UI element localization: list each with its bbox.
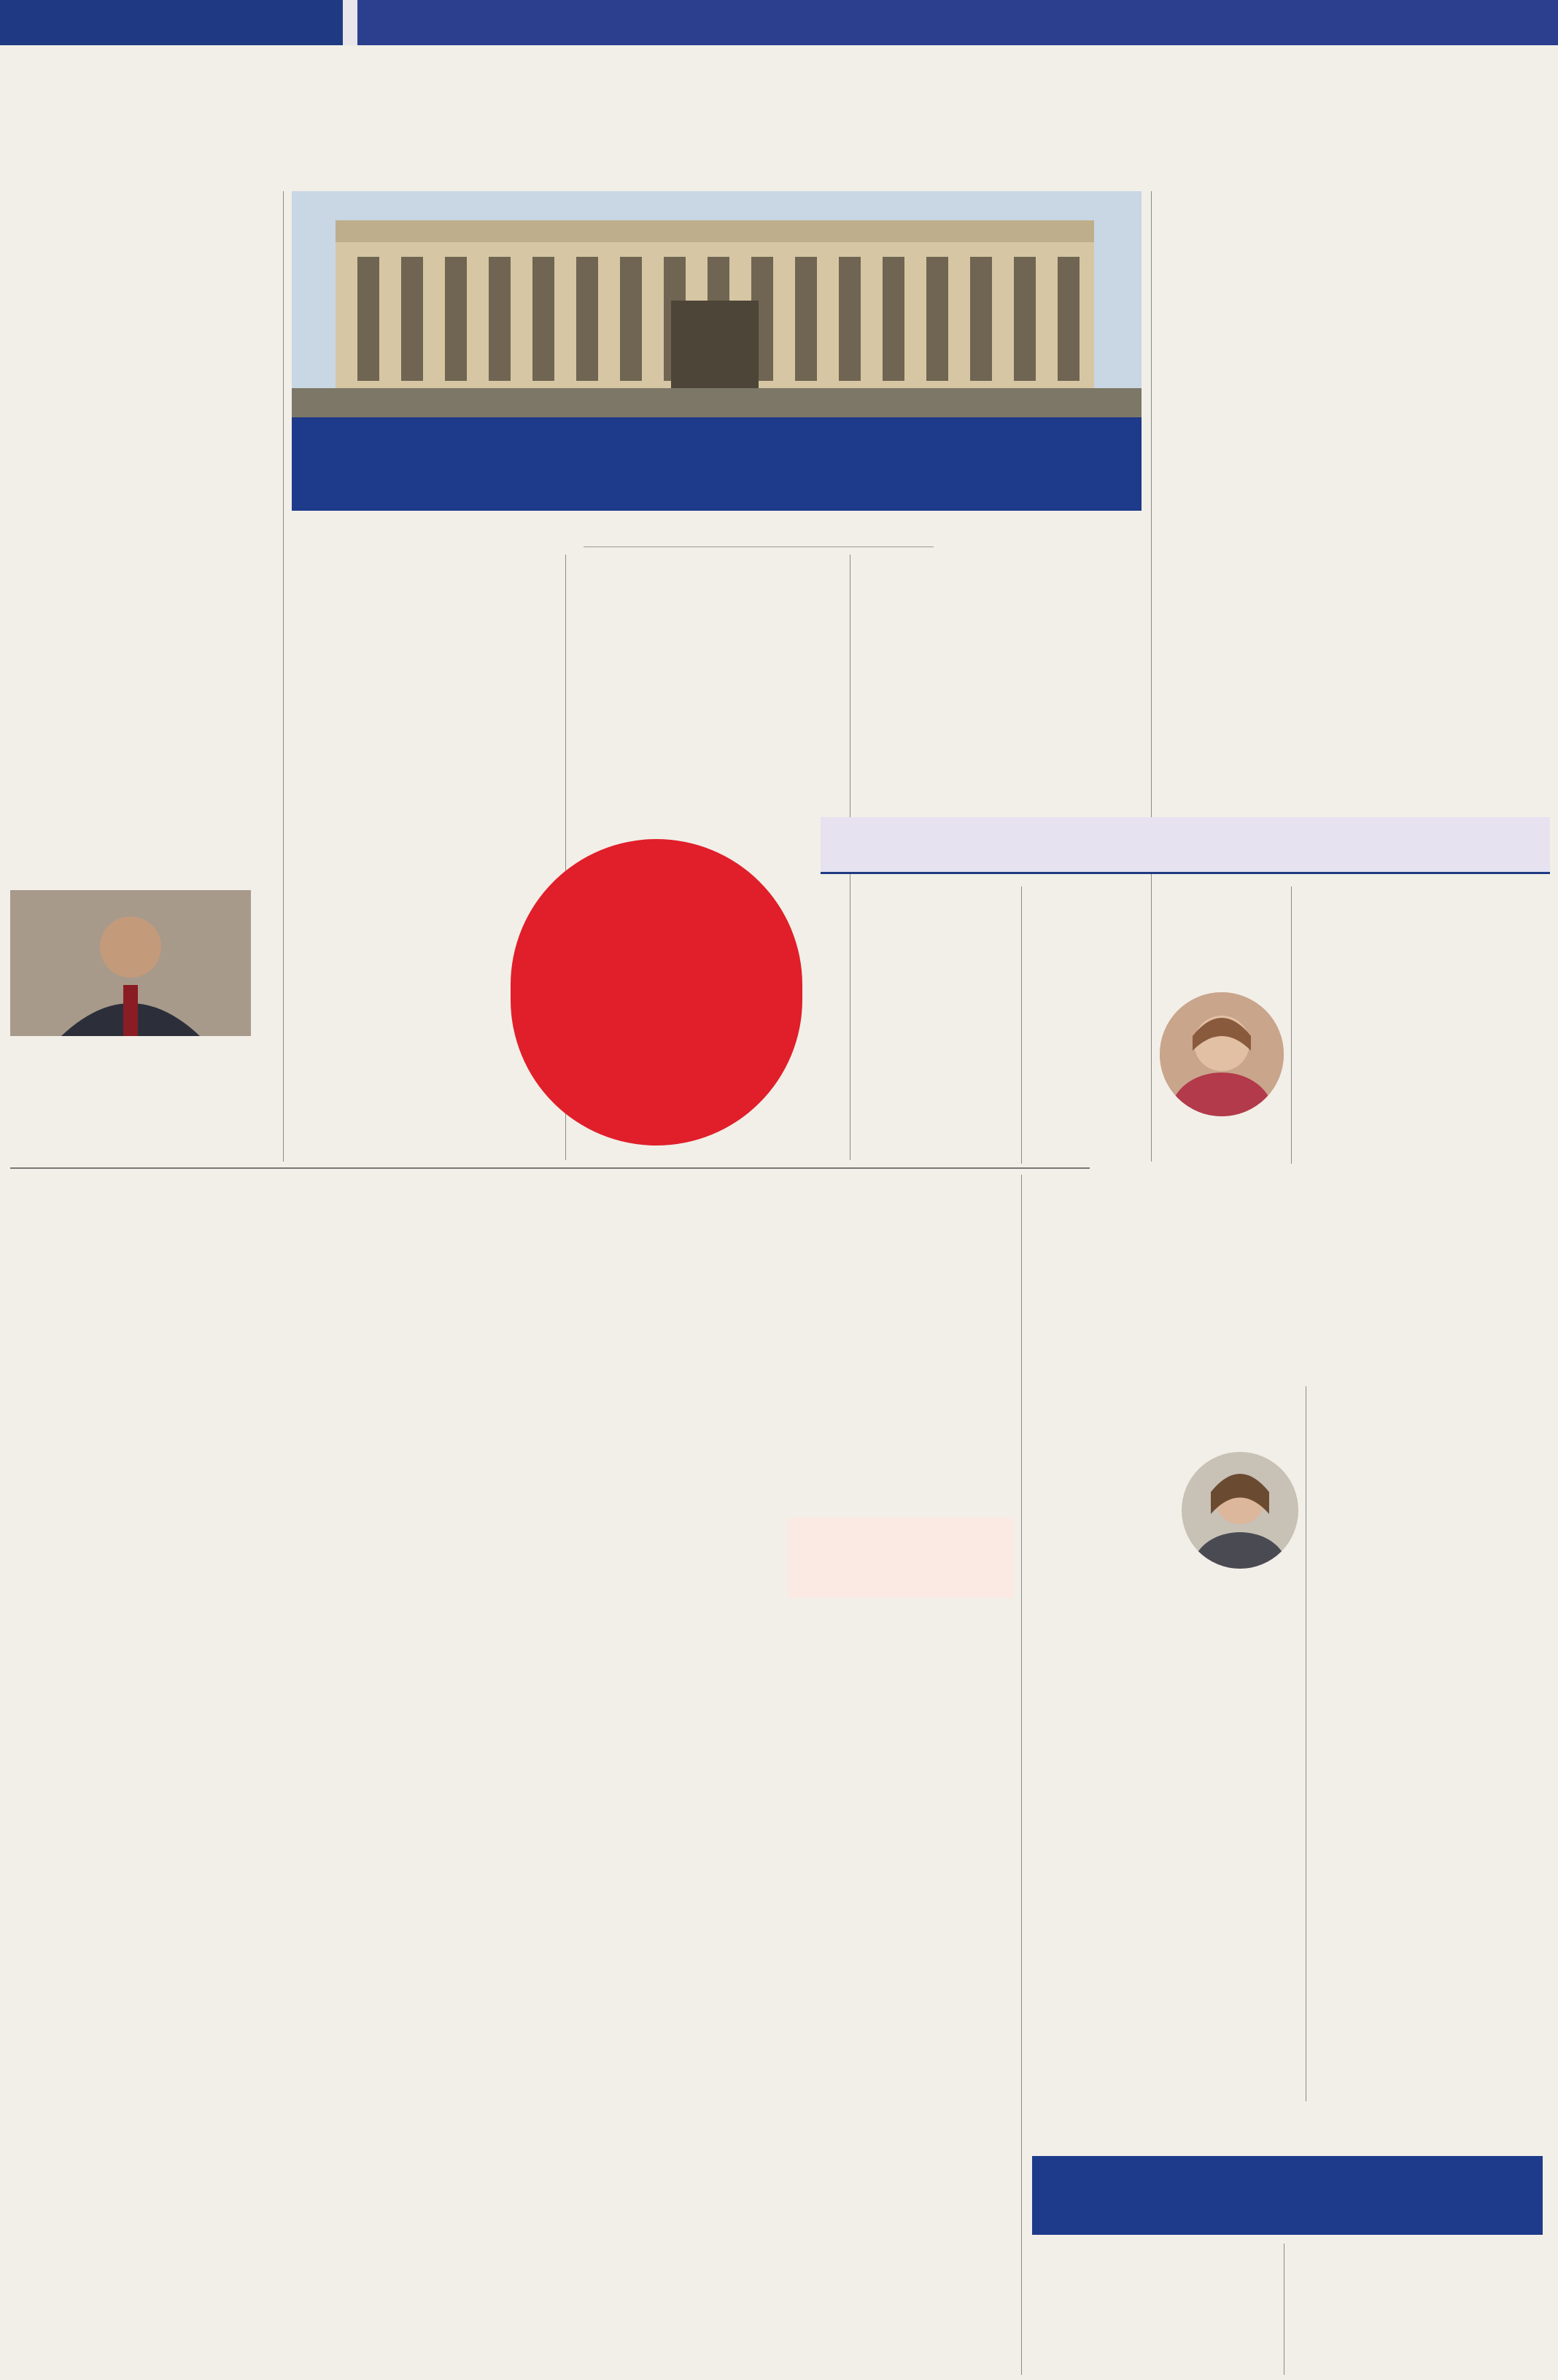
reserves-col-a xyxy=(788,1175,1014,1510)
increase-question xyxy=(788,1518,1014,1598)
section-divider xyxy=(10,1167,1090,1169)
main-headline-line1 xyxy=(15,53,1543,114)
maait-article-col1 xyxy=(263,886,503,1164)
kicker-label xyxy=(0,0,343,45)
georgieva-article-col2 xyxy=(1028,886,1284,981)
byline xyxy=(584,518,934,547)
allard-photo xyxy=(1182,1452,1298,1569)
what-matters-body xyxy=(810,1098,1014,1164)
imf-article-col1 xyxy=(1313,1386,1546,1678)
georgieva-name-title xyxy=(1087,1167,1539,1235)
red-circle xyxy=(511,839,802,1145)
maait-photo-caption xyxy=(10,1040,251,1057)
central-bank-photo xyxy=(292,191,1142,417)
maait-photo xyxy=(10,890,251,1036)
portrait-icon xyxy=(1160,992,1284,1116)
maait-headline xyxy=(10,801,565,881)
main-headline-line2 xyxy=(15,115,1543,177)
imf-article-col3 xyxy=(1032,1591,1298,2101)
strap-text xyxy=(357,0,1558,45)
top-strap xyxy=(0,0,1558,45)
maait-article-col2 xyxy=(10,1062,251,1164)
building-icon xyxy=(292,191,1142,417)
reserves-col-b xyxy=(788,1605,1014,2043)
new-loan-col1 xyxy=(1291,2244,1546,2375)
georgieva-article-col3 xyxy=(1028,1138,1284,1164)
new-loan-col2 xyxy=(1032,2244,1276,2375)
blank-area xyxy=(10,1175,776,2375)
georgieva-photo-caption xyxy=(1138,1120,1298,1136)
components-title xyxy=(788,2050,1014,2087)
photo-caption xyxy=(292,417,1142,511)
what-matters-title xyxy=(810,897,1014,1094)
imf-article-col2 xyxy=(1032,1386,1298,1445)
georgieva-quote-band xyxy=(821,817,1550,874)
portrait-icon xyxy=(10,890,251,1036)
imf-egypt-headline xyxy=(1094,1248,1546,1379)
georgieva-article-col1 xyxy=(1298,886,1546,1164)
georgieva-photo xyxy=(1160,992,1284,1116)
allard-photo-caption xyxy=(1167,1569,1306,1585)
reserves-col-c xyxy=(788,2090,1014,2375)
portrait-icon xyxy=(1182,1452,1298,1569)
imf-article-col4 xyxy=(1313,1685,1546,2101)
new-loan-box xyxy=(1032,2156,1543,2235)
new-loan-question xyxy=(1032,2116,1543,2152)
